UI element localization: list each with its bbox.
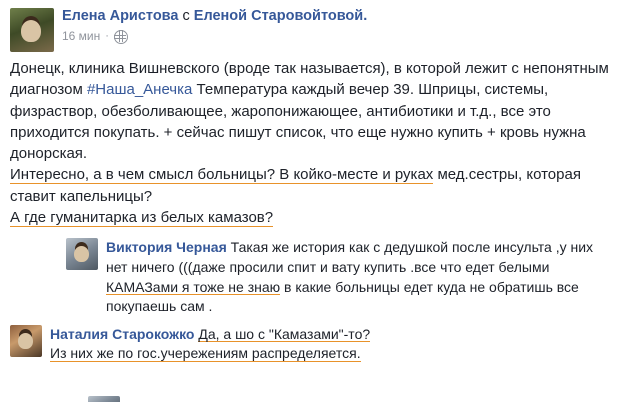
avatar[interactable] [66, 238, 98, 270]
post-author-link[interactable]: Елена Аристова [62, 8, 179, 24]
highlighted-text: все что едет белыми КАМАЗами я тоже не знаю [106, 258, 550, 295]
meta-separator: · [105, 29, 109, 42]
post-paragraph-3 [10, 207, 630, 228]
post-paragraph-1 [10, 58, 630, 164]
comment-body [106, 238, 606, 316]
globe-icon[interactable] [114, 30, 128, 44]
comment-author-link[interactable]: Наталия Старокожко [50, 325, 195, 342]
post-header [10, 8, 630, 52]
paragraph-text: мед.сестры, которая ставит капельницы? [10, 166, 581, 205]
with-word: с [182, 8, 190, 24]
comment-list [10, 238, 630, 364]
post-meta [62, 29, 367, 43]
post-body [10, 58, 630, 228]
highlighted-text: Из них же по гос.учережениям распределяется. [50, 345, 361, 362]
comment-body [50, 325, 370, 364]
paragraph-text: Температура каждый вечер 39. Шприцы, системы, физраствор, обезболивающее, жаропонижающее, антибиотики и т.д., все это приходится покупать. + сейчас пишут список, что еще нужно купить + кровь нужна донорская. [10, 81, 586, 163]
post-timestamp[interactable]: 16 мин [62, 29, 101, 44]
avatar[interactable] [10, 8, 54, 52]
comment-item [66, 238, 630, 316]
paragraph-text: Донецк, клиника Вишневского (вроде так называется), в которой лежит с непонятным диагнозом [10, 60, 609, 99]
post-header-text [62, 8, 367, 44]
comment-text: в какие больницы едет куда не обратишь все покупаешь сам . [106, 278, 579, 315]
highlighted-text: Да, а шо с "Камазами"-то? [198, 325, 371, 342]
next-comment-clipped [0, 396, 640, 402]
hashtag-link[interactable]: #Наша_Анечка [86, 81, 193, 99]
comment-author-link[interactable]: Виктория Черная [106, 239, 227, 256]
author-line [62, 8, 367, 25]
comment-text: Такая же история как с дедушкой после инсульта ,у них нет ничего (((даже просили спит и вату купить . [106, 239, 594, 275]
comment-item [10, 325, 630, 364]
avatar[interactable] [88, 396, 120, 402]
post-coauthor-link[interactable]: Еленой Старовойтовой. [193, 8, 368, 24]
post-paragraph-2 [10, 164, 630, 207]
highlighted-text: Интересно, а в чем смысл больницы? В койко-месте и руках [10, 166, 434, 184]
highlighted-text: А где гуманитарка из белых камазов? [10, 209, 274, 227]
avatar[interactable] [10, 325, 42, 357]
